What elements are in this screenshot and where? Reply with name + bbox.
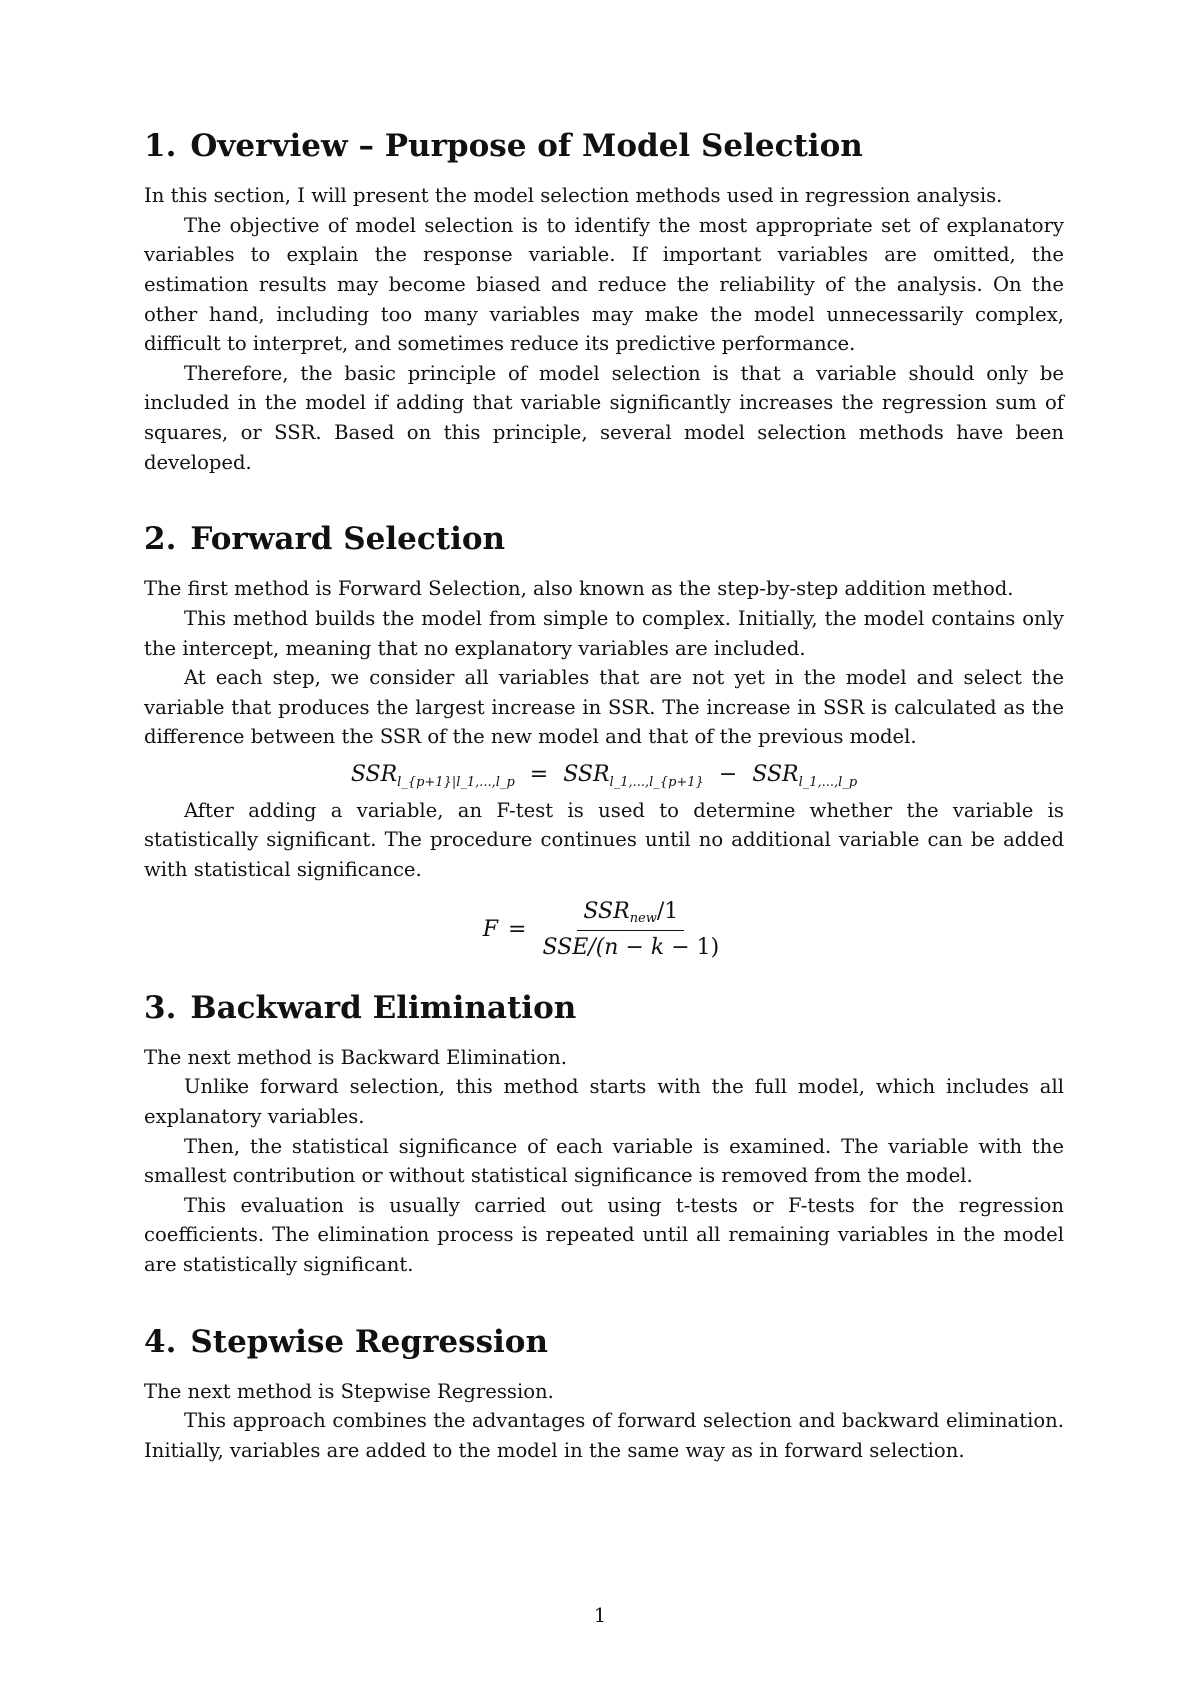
eq-operator: − bbox=[718, 761, 738, 787]
eq-subscript: l_{p+1}|l_1,...,l_p bbox=[397, 774, 515, 790]
eq-subscript: new bbox=[629, 910, 657, 926]
section-number: 1. bbox=[144, 128, 177, 164]
paragraph: This method builds the model from simple to complex. Initially, the model contains only the intercept, meaning that no explanatory variables are included. bbox=[144, 606, 1064, 660]
fraction bbox=[536, 899, 725, 960]
section-title: Backward Elimination bbox=[190, 989, 577, 1026]
eq-term: − 1) bbox=[664, 934, 720, 960]
eq-term: F bbox=[482, 916, 499, 942]
equation-ssr-increase bbox=[144, 762, 1064, 790]
paragraph: The first method is Forward Selection, also known as the step-by-step addition method. bbox=[144, 577, 1014, 601]
section-title: Forward Selection bbox=[190, 521, 506, 558]
section-heading bbox=[144, 128, 1064, 165]
section-heading bbox=[144, 1324, 1064, 1361]
eq-operator: = bbox=[508, 916, 527, 942]
eq-term: /1 bbox=[656, 898, 679, 924]
paragraph: This evaluation is usually carried out using t-tests or F-tests for the regression coefficients. The elimination process is repeated until all remaining variables in the model are statistically significant. bbox=[144, 1193, 1064, 1276]
section-title: Stepwise Regression bbox=[190, 1323, 549, 1360]
section-number: 3. bbox=[144, 989, 177, 1026]
paragraph: Unlike forward selection, this method starts with the full model, which includes all explanatory variables. bbox=[144, 1075, 1064, 1129]
eq-term: n bbox=[604, 934, 619, 960]
equation-f-statistic bbox=[144, 899, 1064, 960]
paragraph: In this section, I will present the model selection methods used in regression analysis. bbox=[144, 184, 1003, 208]
section-heading bbox=[144, 990, 1064, 1027]
paragraph: At each step, we consider all variables that are not yet in the model and select the variable that produces the largest increase in SSR. The increase in SSR is calculated as the difference between the SSR of the new model and that of the previous model. bbox=[144, 666, 1064, 749]
fraction-numerator bbox=[577, 899, 684, 931]
paragraph: The objective of model selection is to identify the most appropriate set of explanatory variables to explain the response variable. If important variables are omitted, the estimation results may become biased and reduce the reliability of the analysis. On the other hand, including too many variables may make the model unnecessarily complex, difficult to interpret, and sometimes reduce its predictive performance. bbox=[144, 213, 1064, 356]
eq-term: SSR bbox=[583, 898, 630, 924]
section-heading bbox=[144, 521, 1064, 558]
paragraph: After adding a variable, an F-test is used to determine whether the variable is statistically significant. The procedure continues until no additional variable can be added with statistical significance. bbox=[144, 798, 1064, 882]
eq-term: SSR bbox=[752, 761, 799, 787]
section-backward-elimination bbox=[144, 990, 1064, 1280]
paragraph: Then, the statistical significance of each variable is examined. The variable with the smallest contribution or without statistical significance is removed from the model. bbox=[144, 1134, 1064, 1188]
paragraph: Therefore, the basic principle of model selection is that a variable should only be included in the model if adding that variable significantly increases the regression sum of squares, or SSR. Based on this principle, several model selection methods have been developed. bbox=[144, 361, 1064, 474]
section-forward-selection bbox=[144, 521, 1064, 960]
eq-term: k bbox=[650, 934, 665, 960]
section-stepwise-regression bbox=[144, 1324, 1064, 1466]
paragraph: The next method is Backward Elimination. bbox=[144, 1045, 567, 1069]
section-number: 4. bbox=[144, 1323, 177, 1360]
eq-term: SSE/( bbox=[542, 934, 605, 960]
eq-operator: = bbox=[529, 761, 549, 787]
eq-subscript: l_1,...,l_p bbox=[798, 774, 858, 790]
eq-subscript: l_1,...,l_{p+1} bbox=[609, 774, 704, 790]
section-title: Overview – Purpose of Model Selection bbox=[190, 128, 863, 164]
document-body bbox=[144, 128, 1064, 1466]
eq-term: SSR bbox=[563, 761, 610, 787]
page-number: 1 bbox=[593, 1604, 607, 1627]
fraction-denominator bbox=[536, 931, 725, 960]
eq-operator: − bbox=[618, 934, 651, 960]
section-number: 2. bbox=[144, 521, 177, 558]
paragraph: The next method is Stepwise Regression. bbox=[144, 1379, 554, 1403]
eq-term: SSR bbox=[350, 761, 398, 787]
paragraph: This approach combines the advantages of forward selection and backward elimination. Initially, variables are added to the model in the same way as in forward selection. bbox=[144, 1409, 1064, 1462]
section-overview bbox=[144, 128, 1064, 477]
